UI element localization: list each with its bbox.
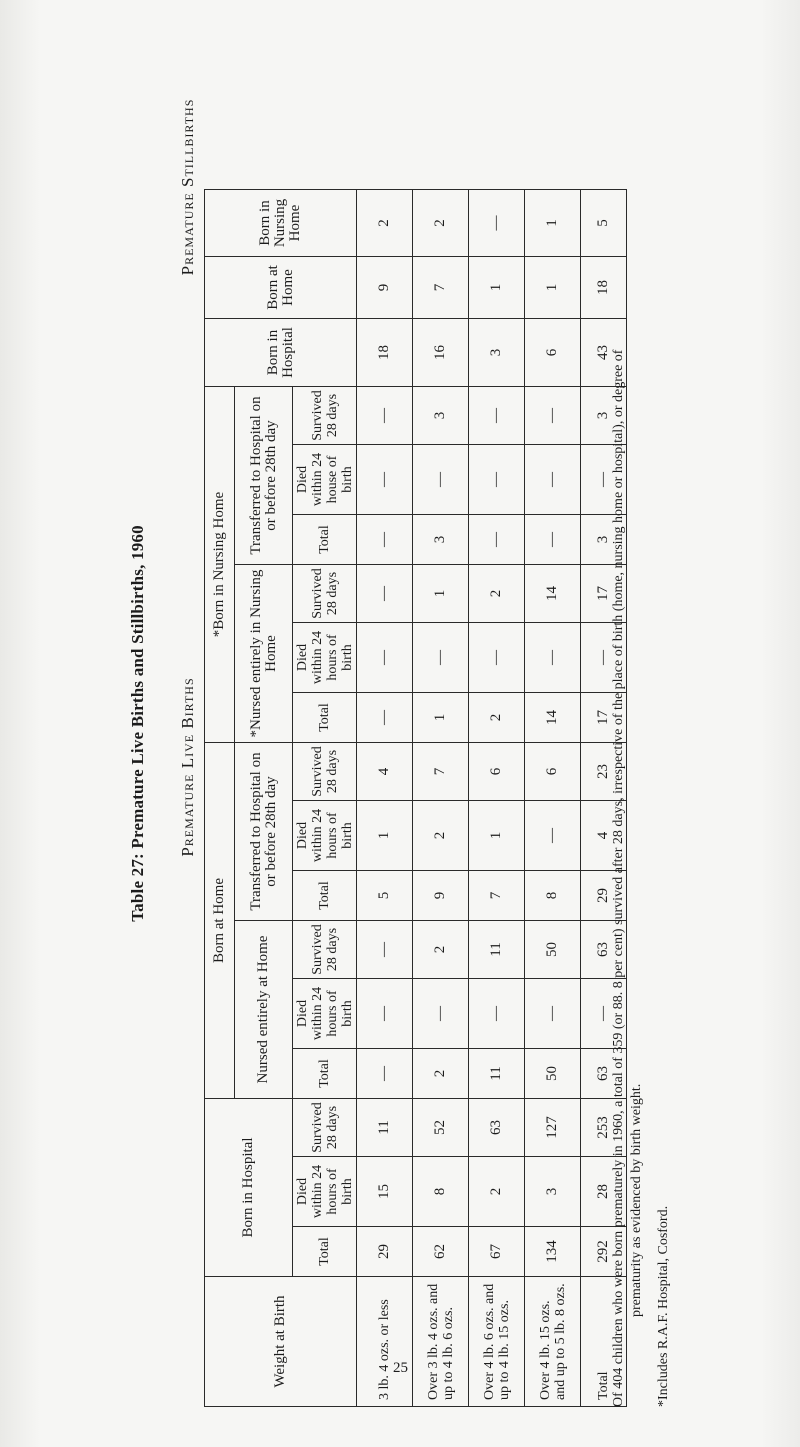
table-cell: — (525, 515, 581, 565)
weight-header: Weight at Birth (205, 1277, 357, 1407)
col-total: Total (293, 693, 357, 743)
subgroup-transferred-home: Transferred to Hospital on or before 28th day (235, 743, 293, 921)
table-cell: 11 (469, 1049, 525, 1099)
subgroup-nursed-nursing-home: *Nursed entirely in Nursing Home (235, 565, 293, 743)
col-total: Total (293, 1049, 357, 1099)
table-row (525, 190, 581, 1407)
section-live-births: Premature Live Births (178, 677, 197, 857)
table-cell: — (413, 979, 469, 1049)
row-label: Total (581, 1277, 627, 1407)
table-cell: — (525, 387, 581, 445)
table-cell: 1 (413, 693, 469, 743)
col-died: Died within 24 hours of birth (293, 1157, 357, 1227)
table-cell: 2 (469, 693, 525, 743)
table-cell: — (525, 623, 581, 693)
table-cell: — (469, 190, 525, 257)
table-row (469, 190, 525, 1407)
table-cell: 18 (357, 319, 413, 387)
table-cell: 7 (469, 871, 525, 921)
table-cell: — (413, 623, 469, 693)
footnote-includes: *Includes R.A.F. Hospital, Cosford. (656, 1205, 671, 1407)
table-cell: — (525, 445, 581, 515)
col-total: Total (293, 515, 357, 565)
table-cell: 14 (525, 693, 581, 743)
col-survived: Survived 28 days (293, 921, 357, 979)
table-cell: 63 (469, 1099, 525, 1157)
section-stillbirths: Premature Stillbirths (178, 98, 197, 276)
group-nursing-home: *Born in Nursing Home (205, 387, 235, 743)
table-cell: 6 (525, 743, 581, 801)
row-label: Over 4 lb. 6 ozs. and up to 4 lb. 15 ozs. (469, 1277, 525, 1407)
table-cell: 3 (525, 1157, 581, 1227)
table-cell: 253 (581, 1099, 627, 1157)
table-body (357, 190, 627, 1407)
table-cell: 9 (357, 257, 413, 319)
subgroup-nursed-home: Nursed entirely at Home (235, 921, 293, 1099)
table-cell: 134 (525, 1227, 581, 1277)
table-cell: — (581, 623, 627, 693)
sb-home-header: Born at Home (205, 257, 357, 319)
table-cell: — (469, 445, 525, 515)
col-died: Died within 24 hours of birth (293, 801, 357, 871)
table-cell: — (469, 979, 525, 1049)
col-survived: Survived 28 days (293, 565, 357, 623)
col-survived: Survived 28 days (293, 387, 357, 445)
table-cell: 11 (357, 1099, 413, 1157)
table-cell: 2 (469, 565, 525, 623)
table-cell: 17 (581, 565, 627, 623)
row-label: 3 lb. 4 ozs. or less (357, 1277, 413, 1407)
table-cell: 1 (469, 801, 525, 871)
table-cell: 9 (413, 871, 469, 921)
page-number: 25 (393, 1360, 408, 1376)
col-total: Total (293, 871, 357, 921)
table-cell: — (469, 623, 525, 693)
table-cell: — (525, 801, 581, 871)
table-cell: 5 (581, 190, 627, 257)
table-cell: — (357, 387, 413, 445)
col-survived: Survived 28 days (293, 1099, 357, 1157)
table-cell: 18 (581, 257, 627, 319)
table-cell: 4 (357, 743, 413, 801)
table-cell: 2 (413, 1049, 469, 1099)
table-cell: — (357, 693, 413, 743)
table-cell: — (357, 623, 413, 693)
col-died: Died within 24 hours of birth (293, 979, 357, 1049)
table-cell: 1 (413, 565, 469, 623)
table-cell: 28 (581, 1157, 627, 1227)
table-cell: — (469, 387, 525, 445)
footnote-summary: Of 404 children who were born prematurely in 1960, a total of 359 (or 88. 8 per cent) survived after 28 days, irrespective of the place of birth (home, nursing home or hospital), or degree of (611, 349, 626, 1407)
table-cell: — (357, 1049, 413, 1099)
footnote-summary-cont: prematurity as evidenced by birth weight. (629, 1083, 644, 1317)
table-cell: — (357, 979, 413, 1049)
table-cell: 1 (469, 257, 525, 319)
table-cell: 50 (525, 1049, 581, 1099)
col-total: Total (293, 1227, 357, 1277)
table-cell: 17 (581, 693, 627, 743)
table-cell: 3 (413, 387, 469, 445)
table-cell: 8 (525, 871, 581, 921)
table-cell: 2 (413, 921, 469, 979)
table-cell: 2 (357, 190, 413, 257)
table-cell: 29 (581, 871, 627, 921)
subgroup-transferred-nursing-home: Transferred to Hospital on or before 28th day (235, 387, 293, 565)
table-cell: 1 (357, 801, 413, 871)
table-cell: 43 (581, 319, 627, 387)
col-survived: Survived 28 days (293, 743, 357, 801)
table-cell: 292 (581, 1227, 627, 1277)
table-title: Table 27: Premature Live Births and Stillbirths, 1960 (128, 525, 147, 922)
group-hospital: Born in Hospital (205, 1099, 293, 1277)
table-cell: — (581, 979, 627, 1049)
group-home: Born at Home (205, 743, 235, 1099)
table-cell: 1 (525, 190, 581, 257)
table-cell: 7 (413, 743, 469, 801)
table-cell: — (357, 515, 413, 565)
table-cell: — (413, 445, 469, 515)
sb-hospital-header: Born in Hospital (205, 319, 357, 387)
table-cell: 6 (525, 319, 581, 387)
table-cell: 8 (413, 1157, 469, 1227)
table-cell: 16 (413, 319, 469, 387)
table-cell: — (525, 979, 581, 1049)
table-cell: — (357, 565, 413, 623)
table-cell: 3 (413, 515, 469, 565)
row-label: Over 4 lb. 15 ozs. and up to 5 lb. 8 ozs. (525, 1277, 581, 1407)
table-cell: — (581, 445, 627, 515)
table-cell: 11 (469, 921, 525, 979)
table-cell: 52 (413, 1099, 469, 1157)
table-cell: 29 (357, 1227, 413, 1277)
table-cell: 3 (581, 515, 627, 565)
table-cell: — (357, 445, 413, 515)
table-cell: 50 (525, 921, 581, 979)
sb-nursing-header: Born in Nursing Home (205, 190, 357, 257)
table-cell: 63 (581, 921, 627, 979)
table-cell: 6 (469, 743, 525, 801)
table-cell: 23 (581, 743, 627, 801)
table-cell: 15 (357, 1157, 413, 1227)
table-cell: 67 (469, 1227, 525, 1277)
table-row (413, 190, 469, 1407)
col-died: Died within 24 hours of birth (293, 623, 357, 693)
row-label: Over 3 lb. 4 ozs. and up to 4 lb. 6 ozs. (413, 1277, 469, 1407)
table-cell: 5 (357, 871, 413, 921)
table-cell: 7 (413, 257, 469, 319)
table-cell: 4 (581, 801, 627, 871)
table-cell: 2 (469, 1157, 525, 1227)
col-died: Died within 24 house of birth (293, 445, 357, 515)
table-cell: — (469, 515, 525, 565)
table-cell: 3 (581, 387, 627, 445)
table-cell: 62 (413, 1227, 469, 1277)
table-cell: 2 (413, 190, 469, 257)
table-cell: — (357, 921, 413, 979)
table-cell: 2 (413, 801, 469, 871)
table-row (357, 190, 413, 1407)
data-table (204, 189, 627, 1407)
table-cell: 63 (581, 1049, 627, 1099)
table-cell: 14 (525, 565, 581, 623)
table-cell: 127 (525, 1099, 581, 1157)
table-cell: 3 (469, 319, 525, 387)
table-cell: 1 (525, 257, 581, 319)
